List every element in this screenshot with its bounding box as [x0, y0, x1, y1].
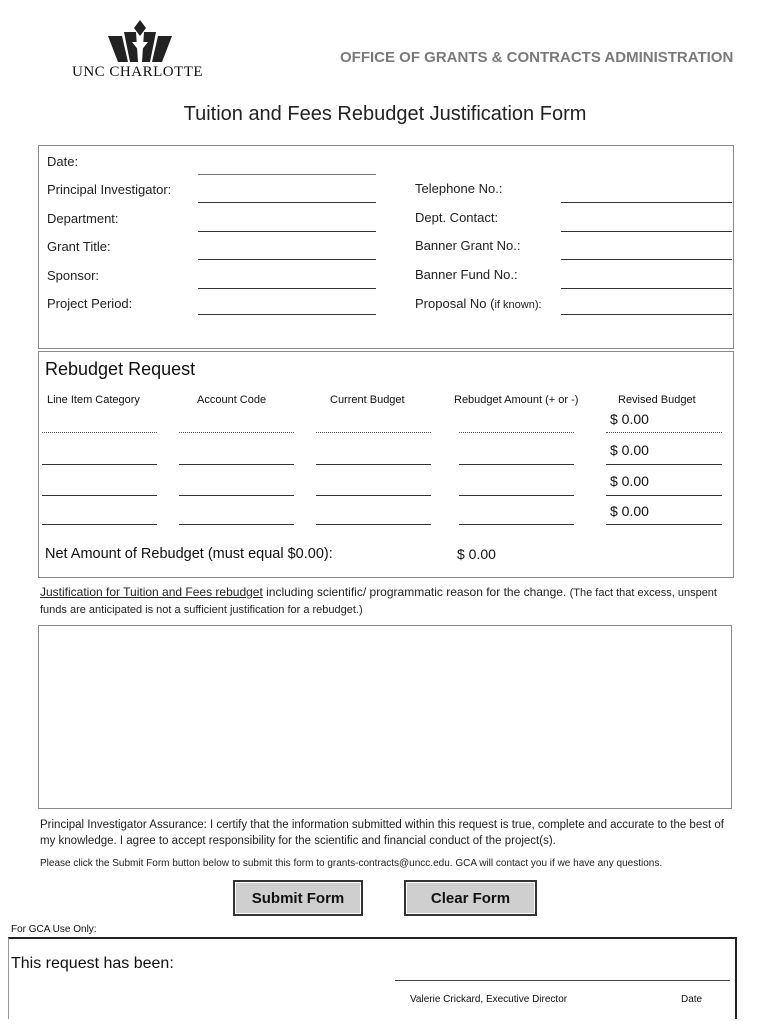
pi-assurance-text: Principal Investigator Assurance: I certify that the information submitted within this request is true, complete and accurate to the best of my knowledge. I agree to accept responsibility for the scientific and financial conduct of the project(s).	[40, 819, 724, 847]
grant-title-field[interactable]	[198, 241, 376, 259]
proposal-no-text: Proposal No (	[415, 296, 495, 311]
proposal-close-text: ):	[534, 299, 542, 311]
line-item-field-1[interactable]	[42, 414, 157, 432]
request-status-label: This request has been:	[11, 955, 174, 972]
revised-budget-value-4: $ 0.00	[610, 503, 649, 519]
rebudget-amount-field-1[interactable]	[459, 414, 574, 432]
banner-fund-label: Banner Fund No.:	[415, 267, 518, 282]
gca-section	[8, 937, 737, 1019]
rebudget-heading: Rebudget Request	[45, 359, 196, 379]
column-account-code: Account Code	[197, 394, 267, 406]
justification-heading: Justification for Tuition and Fees rebudget	[40, 585, 263, 599]
column-current-budget: Current Budget	[330, 394, 405, 406]
column-rebudget-amount: Rebudget Amount (+ or -)	[454, 394, 579, 406]
account-code-field-4[interactable]	[179, 506, 294, 524]
account-code-field-3[interactable]	[179, 477, 294, 495]
proposal-if-known-text: if known	[494, 299, 535, 311]
submit-form-button[interactable]: Submit Form	[233, 880, 363, 916]
rebudget-amount-field-4[interactable]	[459, 506, 574, 524]
revised-budget-value-1: $ 0.00	[610, 411, 649, 427]
department-field[interactable]	[198, 213, 376, 231]
banner-grant-label: Banner Grant No.:	[415, 238, 521, 253]
revised-budget-value-3: $ 0.00	[610, 473, 649, 489]
form-title: Tuition and Fees Rebudget Justification Form	[183, 103, 587, 125]
clear-form-button[interactable]: Clear Form	[404, 880, 537, 916]
pi-label: Principal Investigator:	[47, 182, 172, 197]
sponsor-field[interactable]	[198, 270, 376, 288]
justification-text: including scientific/ programmatic reason for the change.	[262, 585, 570, 599]
gca-use-label: For GCA Use Only:	[11, 924, 97, 935]
submit-instructions: Please click the Submit Form button below to submit this form to grants-contracts@uncc.edu. GCA will contact you if we have any questions.	[40, 858, 663, 869]
telephone-label: Telephone No.:	[415, 181, 503, 196]
department-label: Department:	[47, 211, 119, 226]
pi-field[interactable]	[198, 184, 376, 202]
banner-fund-field[interactable]	[561, 270, 731, 288]
project-period-label: Project Period:	[47, 296, 133, 311]
column-line-item: Line Item Category	[47, 394, 140, 406]
proposal-no-field[interactable]	[561, 296, 731, 314]
date-label: Date:	[47, 154, 79, 169]
telephone-field[interactable]	[561, 184, 731, 202]
sponsor-label: Sponsor:	[47, 268, 100, 283]
justification-note: (The fact that excess, unspent funds are anticipated is not a sufficient justification for a rebudget.)	[40, 587, 717, 616]
banner-grant-field[interactable]	[561, 241, 731, 259]
account-code-field-1[interactable]	[179, 414, 294, 432]
signer-label: Valerie Crickard, Executive Director	[410, 994, 568, 1005]
column-revised-budget: Revised Budget	[618, 394, 696, 406]
date-field[interactable]	[198, 156, 376, 174]
current-budget-field-2[interactable]	[316, 446, 431, 464]
gca-date-label: Date	[681, 994, 703, 1005]
office-heading: OFFICE OF GRANTS & CONTRACTS ADMINISTRATION	[340, 49, 734, 66]
current-budget-field-4[interactable]	[316, 506, 431, 524]
rebudget-amount-field-3[interactable]	[459, 477, 574, 495]
current-budget-field-1[interactable]	[316, 414, 431, 432]
line-item-field-2[interactable]	[42, 446, 157, 464]
rebudget-amount-field-2[interactable]	[459, 446, 574, 464]
account-code-field-2[interactable]	[179, 446, 294, 464]
line-item-field-4[interactable]	[42, 506, 157, 524]
project-period-field[interactable]	[198, 296, 376, 314]
justification-textarea[interactable]	[38, 625, 732, 809]
justification-instructions	[40, 584, 725, 618]
net-amount-value: $ 0.00	[457, 546, 496, 562]
line-item-field-3[interactable]	[42, 477, 157, 495]
proposal-no-label	[415, 296, 542, 311]
logo-wordmark: UNC CHARLOTTE	[72, 64, 204, 80]
dept-contact-label: Dept. Contact:	[415, 210, 499, 225]
current-budget-field-3[interactable]	[316, 477, 431, 495]
grant-title-label: Grant Title:	[47, 239, 111, 254]
net-amount-label: Net Amount of Rebudget (must equal $0.00):	[45, 546, 333, 562]
revised-budget-value-2: $ 0.00	[610, 442, 649, 458]
dept-contact-field[interactable]	[561, 213, 731, 231]
